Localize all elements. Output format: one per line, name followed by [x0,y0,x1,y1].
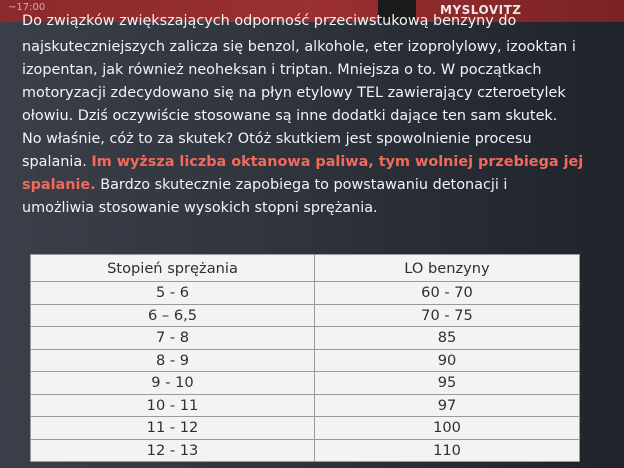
octane-table [30,254,580,462]
octane-table-wrap [30,254,580,462]
table-cell: 70 - 75 [315,304,580,327]
table-cell: 97 [315,394,580,417]
column-header-octane: LO benzyny [315,255,580,282]
table-cell: 110 [315,439,580,462]
table-cell: 6 – 6,5 [31,304,315,327]
highlighted-text: spalanie. [22,177,96,193]
article-body [22,13,622,220]
article-line-7 [22,174,622,197]
highlighted-text: Im wyższa liczba oktanowa paliwa, tym wolniej przebiega jej [91,154,584,170]
article-line-2: izopentan, jak również neoheksan i triptan. Mniejsza o to. W początkach [22,62,542,78]
table-cell: 5 - 6 [31,282,315,305]
table-cell: 85 [315,327,580,350]
article-line-3: motoryzacji zdecydowano się na płyn etylowy TEL zawierający czteroetylek [22,85,566,101]
table-cell: 8 - 9 [31,349,315,372]
brand-link[interactable]: MYSLOVITZ [440,3,522,17]
article-line-1: najskuteczniejszych zalicza się benzol, alkohole, eter izoprolylowy, izooktan i [22,39,576,55]
table-cell: 11 - 12 [31,417,315,440]
table-cell: 60 - 70 [315,282,580,305]
table-row [31,304,580,327]
article-line-5: No właśnie, cóż to za skutek? Otóż skutkiem jest spowolnienie procesu [22,131,532,147]
article-line-0: Do związków zwiększających odporność przeciwstukową benzyny do [22,13,517,29]
table-cell: 10 - 11 [31,394,315,417]
article-text: Bardzo skutecznie zapobiega to powstawaniu detonacji i [95,177,508,193]
table-row [31,282,580,305]
time-label: ~17:00 [8,2,46,13]
article-text: spalania. [22,154,92,170]
table-row [31,417,580,440]
table-row [31,327,580,350]
table-header-row [31,255,580,282]
article-line-6 [22,151,622,174]
table-row [31,349,580,372]
article-line-4: ołowiu. Dziś oczywiście stosowane są inne dodatki dające ten sam skutek. [22,108,558,124]
table-cell: 90 [315,349,580,372]
article-line-cut [22,13,622,32]
column-header-compression: Stopień sprężania [31,255,315,282]
table-row [31,372,580,395]
table-cell: 100 [315,417,580,440]
table-row [31,394,580,417]
table-cell: 7 - 8 [31,327,315,350]
table-cell: 12 - 13 [31,439,315,462]
table-cell: 9 - 10 [31,372,315,395]
table-cell: 95 [315,372,580,395]
table-row [31,439,580,462]
article-line-8: umożliwia stosowanie wysokich stopni sprężania. [22,200,378,216]
